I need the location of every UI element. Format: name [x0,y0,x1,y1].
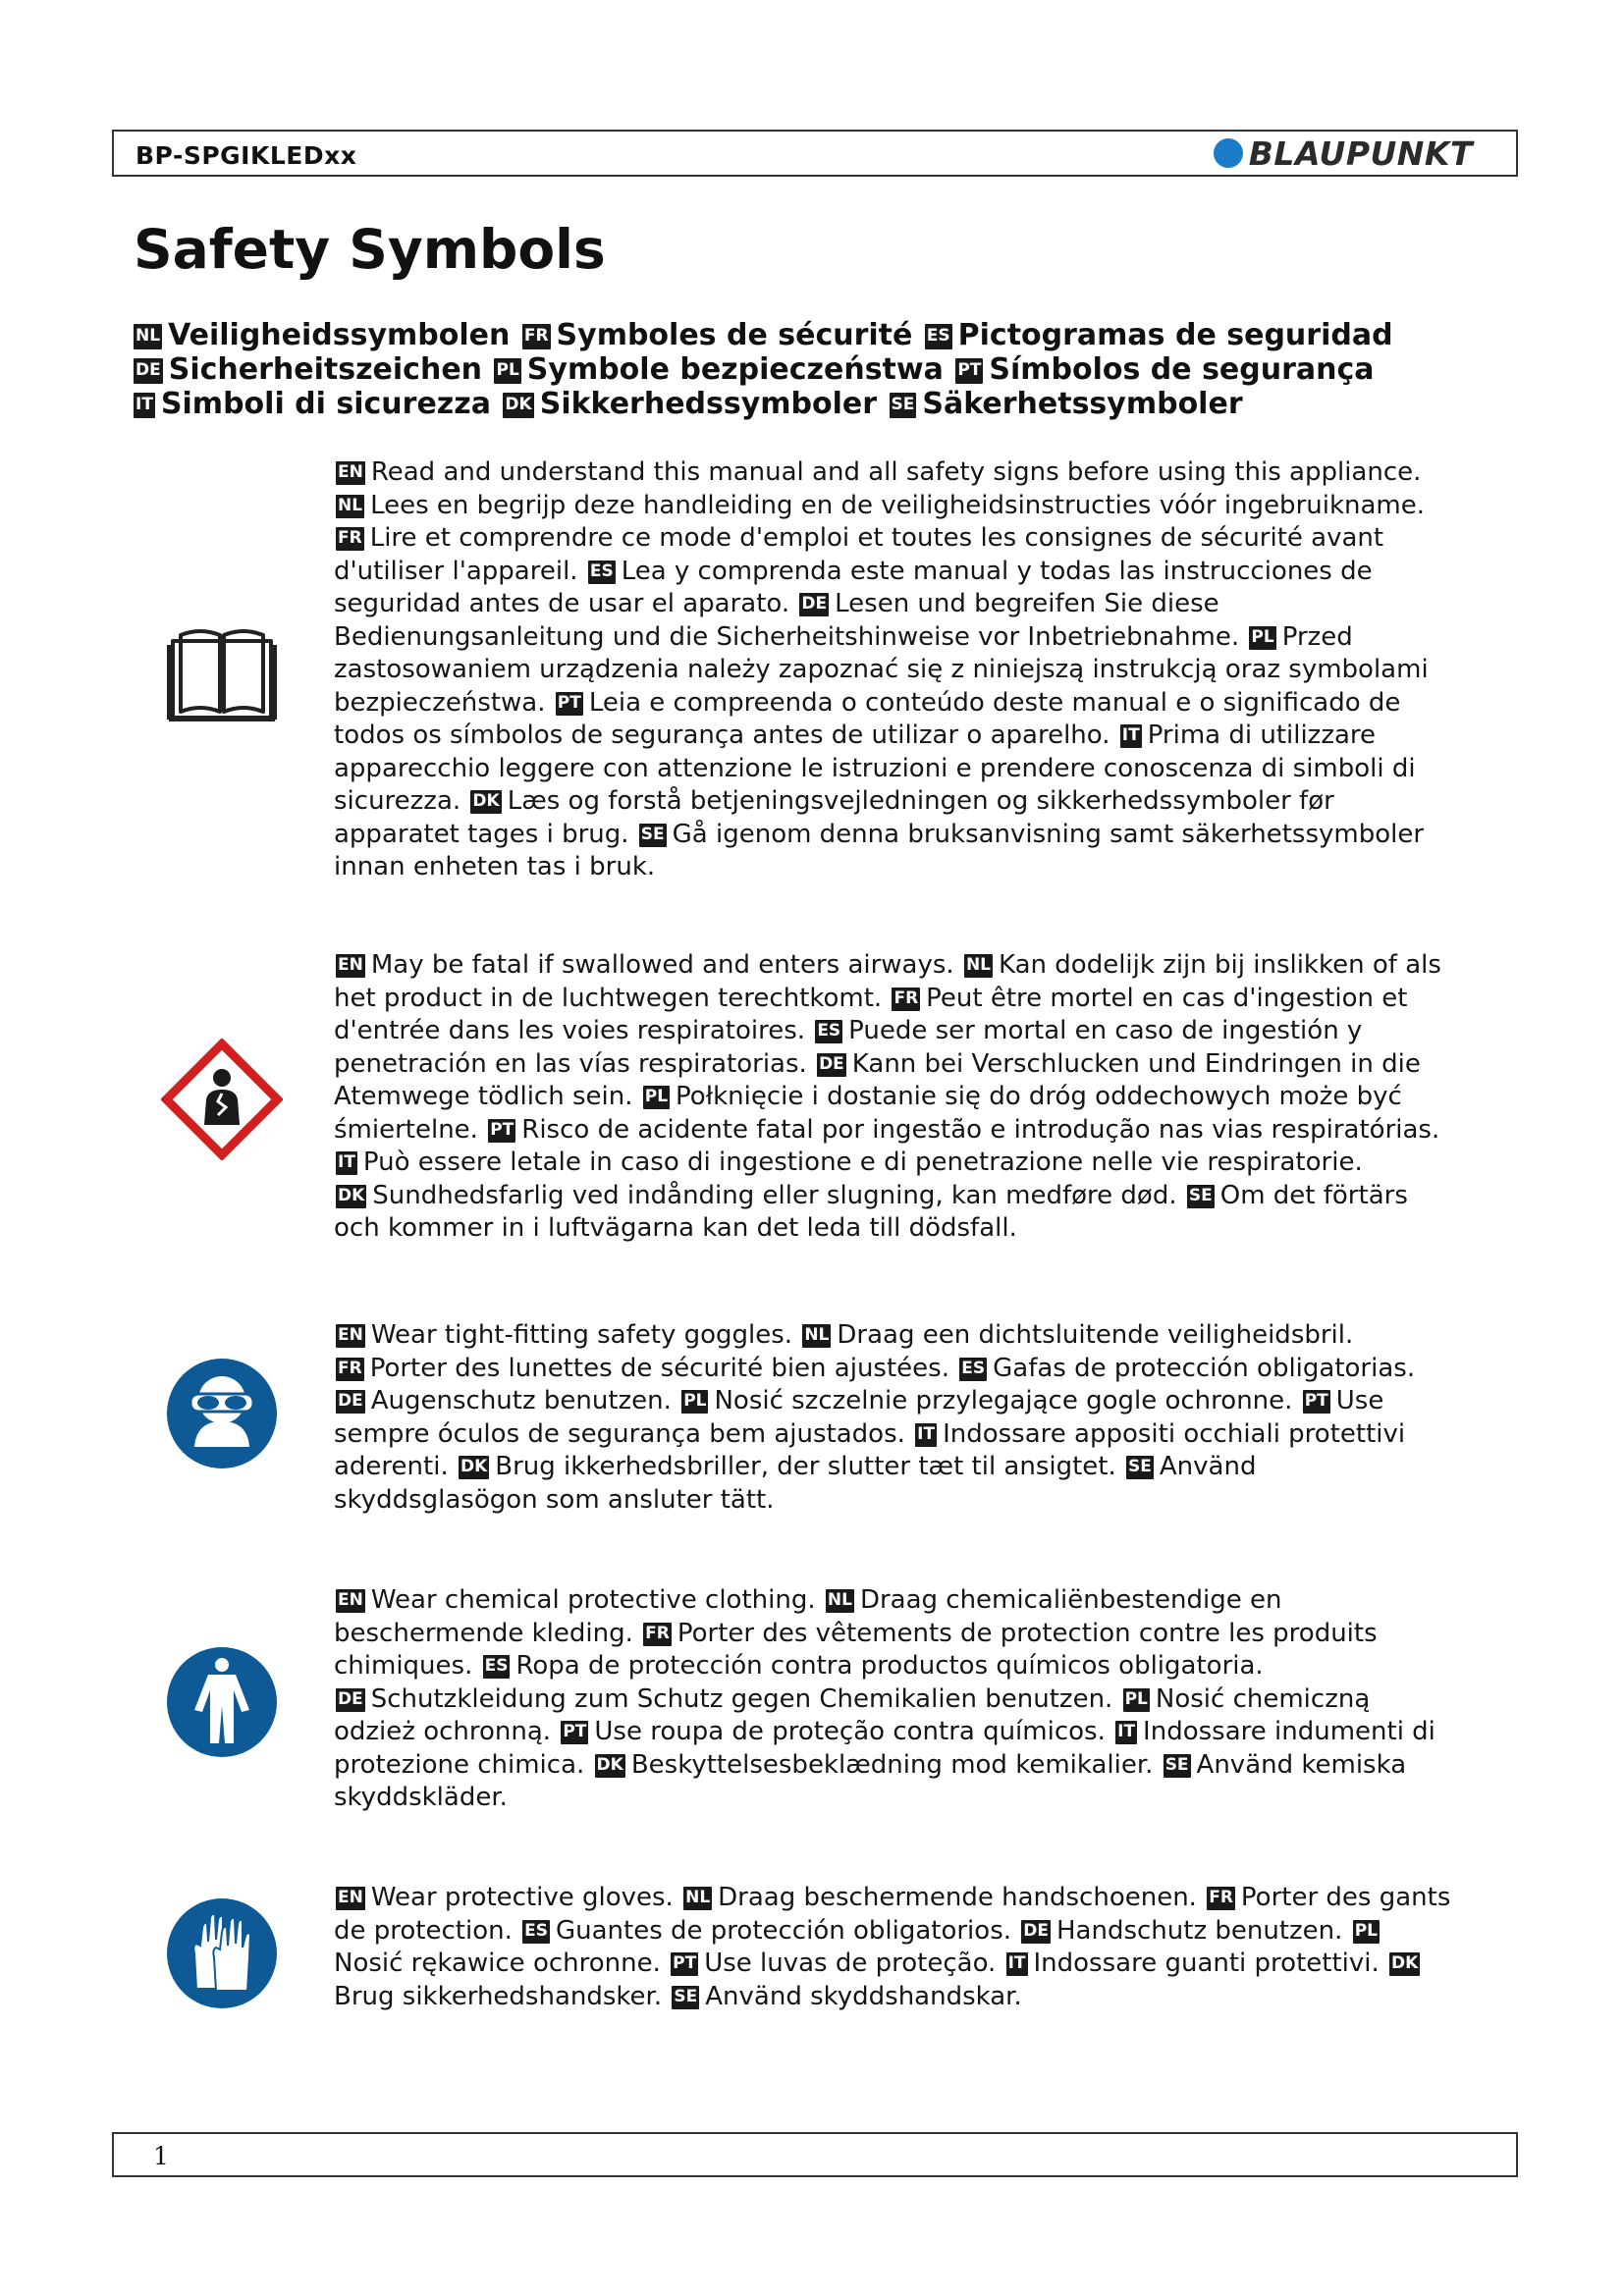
lang-flag: NL [964,954,993,978]
lang-flag: PL [681,1390,708,1414]
description-text: Beskyttelsesbeklædning mod kemikalier. [630,1749,1154,1780]
description-text: Ropa de protección contra productos químicos obligatoria. [515,1651,1264,1681]
symbol-description [334,456,1453,884]
lang-flag: ES [588,561,616,584]
description-text: Use luvas de proteção. [704,1949,997,1978]
description-text: Porter des vêtements de protection contre les produits chimiques. [334,1618,1378,1681]
description-text: Nosić chemiczną odzież ochronną. [334,1683,1371,1746]
lang-flag: IT [1120,724,1142,748]
translation-line [132,318,1457,352]
lang-flag: PT [671,1952,698,1976]
lang-flag: DE [134,358,163,384]
symbol-description [334,1584,1453,1815]
description-text: Può essere letale in caso di ingestione e di penetrazione nelle vie respiratorie. [362,1148,1363,1177]
description-text: Indossare indumenti di protezione chimica. [334,1717,1435,1780]
description-text: Use roupa de proteção contra químicos. [594,1717,1106,1746]
protective-gloves-icon [161,1893,283,2014]
description-text: May be fatal if swallowed and enters airways. [370,950,954,980]
description-text: Wear tight-fitting safety goggles. [370,1320,793,1350]
description-text: Wear protective gloves. [370,1883,674,1912]
description-text: Använd skyddshandskar. [705,1981,1022,2011]
description-text: Gå igenom denna bruksanvisning samt säkerhetssymboler innan enheten tas i bruk. [334,819,1425,881]
lang-flag: FR [336,527,364,551]
lang-flag: NL [134,324,162,349]
lang-flag: IT [1115,1721,1137,1744]
brand-name: BLAUPUNKT [1248,133,1473,173]
description-text: Brug sikkerhedshandsker. [334,1981,663,2011]
lang-flag: PL [1353,1920,1380,1944]
lang-flag: SE [1126,1456,1154,1479]
lang-flag: ES [815,1020,842,1043]
description-text: Risco de acidente fatal por ingestão e introdução nas vias respiratórias. [521,1114,1440,1145]
lang-flag: FR [336,1358,364,1381]
translation-line [132,387,1457,421]
description-text: Puede ser mortal en caso de ingestión y penetración en las vías respiratorias. [334,1016,1363,1079]
description-text: Om det förtärs och kommer in i luftvägarna kan det leda till dödsfall. [334,1180,1408,1243]
description-text: Læs og forstå betjeningsvejledningen og sikkerhedssymboler før apparatet tages i brug. [334,786,1334,849]
lang-flag: DK [459,1456,489,1479]
lang-flag: EN [336,954,365,978]
description-text: Guantes de protección obligatorios. [555,1915,1011,1946]
protective-clothing-icon [161,1641,283,1763]
lang-flag: DE [817,1053,846,1077]
description-text: Leia e compreenda o conteúdo deste manual e o significado de todos os símbolos de segurança antes de utilizar o aparelho. [334,687,1401,750]
description-text: Połknięcie i dostanie się do dróg oddechowych może być śmiertelne. [334,1082,1402,1145]
lang-flag: DK [1389,1952,1420,1976]
lang-flag: ES [925,324,952,349]
lang-flag: IT [134,393,155,418]
lang-flag: EN [336,1589,365,1613]
lang-flag: PL [643,1086,670,1109]
lang-flag: DK [336,1185,366,1208]
lang-flag: EN [336,1887,365,1910]
lang-flag: NL [826,1589,854,1613]
lang-flag: FR [643,1623,672,1646]
lang-flag: PT [488,1119,515,1143]
lang-flag: FR [522,324,551,349]
description-text: Lea y comprenda este manual y todas las instrucciones de seguridad antes de usar el aparato. [334,556,1373,618]
description-text: Augenschutz benutzen. [370,1386,672,1415]
description-text: Brug ikkerhedsbriller, der slutter tæt til ansigtet. [495,1452,1116,1481]
description-text: Gafas de protección obligatorias. [993,1353,1416,1383]
model-code: BP-SPGIKLEDxx [135,141,357,170]
translation-text: Symboles de sécurité [556,318,913,352]
page-title: Safety Symbols [134,218,606,281]
translation-text: Símbolos de segurança [989,352,1375,387]
description-text: Porter des gants de protection. [334,1883,1451,1946]
description-text: Porter des lunettes de sécurité bien ajustées. [369,1353,949,1383]
description-text: Handschutz benutzen. [1056,1915,1343,1946]
lang-flag: DK [503,393,533,418]
translation-text: Symbole bezpieczeństwa [526,352,944,387]
lang-flag: PT [1303,1390,1330,1414]
lang-flag: DE [799,593,829,616]
lang-flag: DE [336,1390,365,1414]
title-translations [132,318,1457,421]
description-text: Nosić rękawice ochronne. [334,1949,661,1978]
description-text: Lire et comprendre ce mode d'emploi et toutes les consignes de sécurité avant d'utiliser l'appareil. [334,523,1384,586]
symbol-description [334,1319,1453,1517]
lang-flag: FR [1207,1887,1235,1910]
lang-flag: PT [556,692,583,716]
translation-text: Simboli di sicurezza [160,387,491,421]
brand-logo [1214,135,1473,171]
lang-flag: PL [1123,1688,1150,1712]
lang-flag: ES [959,1358,987,1381]
description-text: Draag chemicaliënbestendige en beschermende kleding. [334,1585,1282,1648]
lang-flag: PL [494,358,520,384]
lang-flag: DK [595,1754,625,1778]
description-text: Przed zastosowaniem urządzenia należy zapoznać się z niniejszą instrukcją oraz symbolami bezpieczeństwa. [334,621,1429,718]
lang-flag: EN [336,461,365,485]
lang-flag: EN [336,1324,365,1348]
lang-flag: ES [522,1920,550,1944]
description-text: Indossare guanti protettivi. [1033,1949,1380,1978]
description-text: Använd skyddsglasögon som ansluter tätt. [334,1452,1257,1515]
lang-flag: SE [890,393,917,418]
lang-flag: SE [672,1986,699,2009]
description-text: Peut être mortel en cas d'ingestion et d'entrée dans les voies respiratoires. [334,983,1408,1045]
translation-line [132,352,1457,387]
lang-flag: SE [1187,1185,1215,1208]
manual-book-icon [161,614,283,735]
lang-flag: PL [1249,626,1275,650]
description-text: Read and understand this manual and all safety signs before using this appliance. [370,457,1422,487]
description-text: Nosić szczelnie przylegające gogle ochronne. [714,1386,1293,1415]
description-text: Använd kemiska skyddskläder. [334,1749,1407,1812]
translation-text: Sikkerhedssymboler [539,387,878,421]
description-text: Draag een dichtsluitende veiligheidsbril. [837,1320,1354,1350]
page-footer [112,2132,1518,2177]
lang-flag: NL [802,1324,831,1348]
symbol-description [334,1882,1453,2013]
translation-text: Säkerhetssymboler [922,387,1243,421]
lang-flag: PT [955,358,983,384]
description-text: Sundhedsfarlig ved indånding eller slugning, kan medføre død. [372,1180,1177,1210]
description-text: Schutzkleidung zum Schutz gegen Chemikalien benutzen. [370,1683,1113,1714]
lang-flag: IT [336,1151,357,1175]
lang-flag: IT [1006,1952,1028,1976]
lang-flag: IT [915,1423,937,1447]
description-text: Prima di utilizzare apparecchio leggere con attenzione le istruzioni e prendere conoscenza di simboli di sicurezza. [334,721,1416,816]
translation-text: Pictogramas de seguridad [957,318,1393,352]
description-text: Draag beschermende handschoenen. [718,1883,1197,1912]
lang-flag: DK [470,790,501,814]
health-hazard-icon [161,1039,283,1160]
description-text: Kann bei Verschlucken und Eindringen in die Atemwege tödlich sein. [334,1048,1421,1111]
page-header [112,130,1518,177]
lang-flag: DE [336,1688,365,1712]
description-text: Lesen und begreifen Sie diese Bedienungsanleitung und die Sicherheitshinweise vor Inbetriebnahme. [334,589,1240,652]
description-text: Kan dodelijk zijn bij inslikken of als het product in de luchtwegen terechtkomt. [334,950,1441,1013]
lang-flag: ES [483,1655,511,1679]
lang-flag: NL [336,495,364,518]
translation-text: Veiligheidssymbolen [168,318,511,352]
symbol-description [334,949,1453,1246]
description-text: Wear chemical protective clothing. [370,1585,816,1615]
lang-flag: DE [1021,1920,1051,1944]
translation-text: Sicherheitszeichen [168,352,483,387]
lang-flag: FR [892,988,920,1011]
description-text: Use sempre óculos de segurança bem ajustados. [334,1386,1384,1449]
lang-flag: PT [561,1721,588,1744]
page-number: 1 [153,2142,169,2170]
description-text: Lees en begrijp deze handleiding en de veiligheidsinstructies vóór ingebruikname. [370,490,1426,520]
lang-flag: SE [1164,1754,1191,1778]
safety-goggles-icon [161,1353,283,1474]
lang-flag: SE [639,824,667,847]
lang-flag: NL [683,1887,712,1910]
brand-dot-icon [1214,138,1243,168]
description-text: Indossare appositi occhiali protettivi aderenti. [334,1418,1406,1481]
